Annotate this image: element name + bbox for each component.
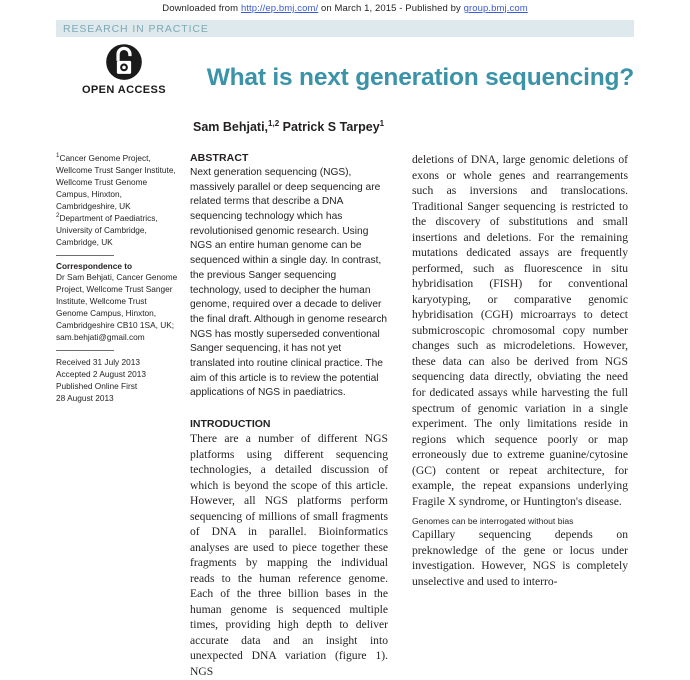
affiliation-1 bbox=[56, 152, 178, 212]
introduction-body: There are a number of different NGS platforms using different sequencing technologies, a detailed discussion of which is beyond the scope of this article. However, all NGS platforms perform sequencing of millions of small fragments of DNA in parallel. Bioinformatics analyses are used to piece together these fragments by mapping the individual reads to the human reference genome. Each of the three billion bases in the human genome is sequenced multiple times, providing high depth to deliver accurate data and an insight into unexpected DNA variation (figure 1). NGS bbox=[190, 432, 388, 678]
affiliation-2-text: Department of Paediatrics, University of Cambridge, Cambridge, UK bbox=[56, 213, 158, 248]
author-name-2: Patrick S Tarpey bbox=[279, 120, 380, 135]
open-access-label: OPEN ACCESS bbox=[81, 84, 167, 96]
open-access-padlock-icon bbox=[105, 43, 143, 81]
published-online-first-date: 28 August 2013 bbox=[56, 393, 114, 404]
author-affiliation-ref-2: 1 bbox=[379, 119, 385, 128]
author-list bbox=[193, 119, 690, 134]
sidebar-divider-2 bbox=[56, 350, 114, 351]
received-date: Received 31 July 2013 bbox=[56, 357, 140, 368]
affiliation-2-marker: 2 bbox=[56, 212, 60, 220]
sidebar-column bbox=[56, 152, 178, 404]
subsection-body: Capillary sequencing depends on preknowledge of the gene or locus under investigation. However, NGS is completely unselective and used to interro- bbox=[412, 528, 628, 588]
source-url-link[interactable]: http://ep.bmj.com/ bbox=[240, 3, 319, 14]
subsection-heading: Genomes can be interrogated without bias bbox=[412, 516, 574, 527]
downloaded-prefix: Downloaded from bbox=[162, 3, 241, 14]
right-column bbox=[412, 152, 628, 589]
affiliation-1-marker: 1 bbox=[56, 152, 60, 160]
publisher-link[interactable]: group.bmj.com bbox=[463, 3, 528, 14]
affiliation-1-text: Cancer Genome Project, Wellcome Trust Sanger Institute, Wellcome Trust Genome Campus, Hinxton, Cambridgeshire, UK bbox=[56, 153, 176, 212]
correspondence-details: Dr Sam Behjati, Cancer Genome Project, Wellcome Trust Sanger Institute, Wellcome Trust Genome Campus, Hinxton, Cambridgeshire CB10 1SA, UK; sam.behjati@gmail.com bbox=[56, 272, 178, 343]
page-title: What is next generation sequencing? bbox=[206, 64, 634, 92]
accepted-date: Accepted 2 August 2013 bbox=[56, 369, 146, 380]
abstract-body: Next generation sequencing (NGS), massively parallel or deep sequencing are related terms that describe a DNA sequencing technology which has revolutionised genomic research. Using NGS an entire human genome can be sequenced within a single day. In contrast, the previous Sanger sequencing technology, used to decipher the human genome, required over a decade to deliver the final draft. Although in genome research NGS has mostly superseded conventional Sanger sequencing, it has not yet translated into routine clinical practice. The aim of this article is to review the potential applications of NGS in paediatrics. bbox=[190, 167, 388, 399]
middle-column bbox=[190, 152, 388, 680]
correspondence-heading: Correspondence to bbox=[56, 261, 133, 272]
running-head-band bbox=[56, 20, 634, 37]
introduction-heading: INTRODUCTION bbox=[190, 418, 271, 430]
author-affiliation-ref-1: 1,2 bbox=[268, 119, 280, 128]
open-access-logo bbox=[64, 43, 184, 96]
author-name-1: Sam Behjati, bbox=[193, 120, 269, 135]
right-column-continued-body: deletions of DNA, large genomic deletions of exons or whole genes and rearrangements such as inversions and translocations. Traditional Sanger sequencing is restricted to the discovery of substitutions and small insertions and deletions. For the remaining mutations dedicated assays are frequently performed, such as fluorescence in situ hybridisation (FISH) for conventional karyotyping, or comparative genomic hybridisation (CGH) microarrays to detect submicroscopic chromosomal copy number changes such as microdeletions. However, these data can also be derived from NGS sequencing data directly, obviating the need for dedicated assays while harvesting the full spectrum of genomic variation in a single experiment. The only limitations reside in regions which sequence poorly or map erroneously due to extreme guanine/cytosine (GC) content or repeat architecture, for example, the repeat expansions underlying Fragile X syndrome, or Huntington's disease. bbox=[412, 153, 628, 508]
abstract-heading: ABSTRACT bbox=[190, 152, 249, 164]
affiliation-2 bbox=[56, 212, 178, 248]
sidebar-divider-1 bbox=[56, 255, 114, 256]
downloaded-middle: on March 1, 2015 - Published by bbox=[318, 3, 464, 14]
published-online-first-label: Published Online First bbox=[56, 381, 138, 392]
downloaded-from-line bbox=[0, 0, 690, 14]
running-head-label: RESEARCH IN PRACTICE bbox=[63, 22, 209, 35]
title-row bbox=[56, 37, 634, 105]
